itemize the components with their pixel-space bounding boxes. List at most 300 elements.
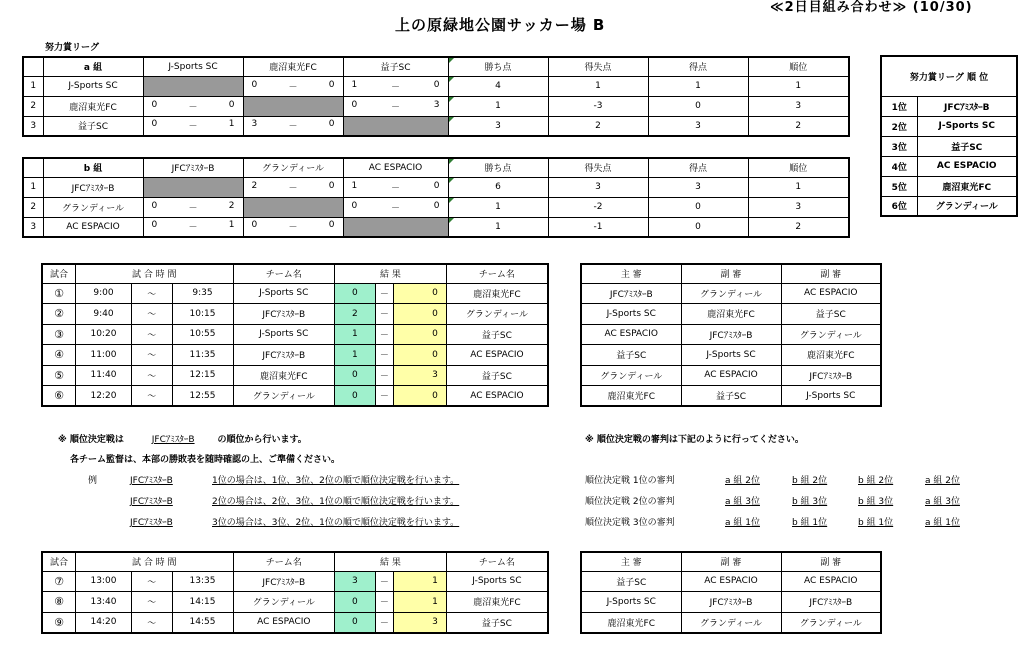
header-result: 結 果	[335, 552, 447, 571]
header-team: チーム名	[233, 264, 335, 283]
score-cell	[343, 96, 448, 116]
note-team: JFCｱﾐｽﾀｰB	[130, 518, 173, 528]
away-score: 3	[393, 612, 446, 633]
group-a-col: J-Sports SC	[143, 57, 243, 76]
rank-cell: 2	[748, 116, 849, 136]
tilde: ～	[131, 592, 172, 613]
assistant-referee: JFCｱﾐｽﾀｰB	[781, 592, 881, 613]
note-left-1	[58, 432, 307, 445]
tilde: ～	[131, 283, 172, 304]
ref-table-2	[580, 551, 882, 634]
header-team2: チーム名	[446, 264, 548, 283]
home-team: J-Sports SC	[233, 324, 335, 345]
match-number: ⑥	[42, 386, 76, 407]
ranking-row	[881, 96, 1017, 116]
start-time: 14:20	[76, 612, 132, 633]
ref-rule-value: a 組 1位	[925, 518, 960, 528]
self-match-cell	[143, 76, 243, 96]
score-away: 1	[228, 119, 235, 130]
standing-row	[23, 197, 849, 217]
tilde: ～	[131, 612, 172, 633]
header-main-ref: 主 審	[581, 552, 681, 571]
score-cell	[143, 96, 243, 116]
match-number: ⑨	[42, 612, 76, 633]
ref-rule-label: 順位決定戦 1位の審判	[585, 476, 675, 486]
score-dash: －	[375, 345, 393, 366]
group-a-label: a 組	[43, 57, 143, 76]
tilde: ～	[131, 386, 172, 407]
score-home: 0	[151, 220, 158, 231]
points-cell: 1	[448, 217, 548, 237]
group-a-col: 鹿沼東光FC	[243, 57, 343, 76]
goal-diff-cell: 3	[548, 177, 648, 197]
ref-rule-value: a 組 3位	[925, 497, 960, 507]
goals-cell: 0	[648, 217, 748, 237]
assistant-referee: JFCｱﾐｽﾀｰB	[681, 592, 781, 613]
group-b-col: JFCｱﾐｽﾀｰB	[143, 158, 243, 177]
home-score: 0	[335, 612, 376, 633]
assistant-referee: グランディール	[681, 283, 781, 304]
note-team: JFCｱﾐｽﾀｰB	[130, 497, 173, 507]
header-team2: チーム名	[446, 552, 548, 571]
score-dash: －	[375, 304, 393, 325]
match-number: ②	[42, 304, 76, 325]
header-time: 試 合 時 間	[76, 264, 233, 283]
away-team: AC ESPACIO	[446, 345, 548, 366]
home-team: AC ESPACIO	[233, 612, 335, 633]
home-team: 鹿沼東光FC	[233, 365, 335, 386]
header-no: 試合	[42, 552, 76, 571]
row-number: 1	[23, 177, 43, 197]
ranking-team: AC ESPACIO	[917, 156, 1017, 176]
home-team: グランディール	[233, 386, 335, 407]
header-sub-ref: 副 審	[681, 552, 781, 571]
end-time: 13:35	[172, 571, 233, 592]
goal-diff-cell: -2	[548, 197, 648, 217]
start-time: 9:00	[76, 283, 132, 304]
away-score: 1	[393, 571, 446, 592]
score-cell	[343, 177, 448, 197]
referee-row	[581, 571, 881, 592]
score-dash: －	[188, 122, 198, 133]
page-title: 上の原緑地公園サッカー場 B	[395, 16, 606, 34]
ranking-position: 5位	[881, 176, 917, 196]
ref-rule-value: b 組 3位	[792, 497, 828, 507]
ref-rule-label: 順位決定戦 2位の審判	[585, 497, 675, 507]
header-result: 結 果	[335, 264, 447, 283]
score-dash: －	[390, 183, 400, 194]
end-time: 12:15	[172, 365, 233, 386]
rank-cell: 2	[748, 217, 849, 237]
away-team: 益子SC	[446, 365, 548, 386]
group-b-table	[22, 157, 850, 238]
ranking-row	[881, 156, 1017, 176]
assistant-referee: AC ESPACIO	[681, 365, 781, 386]
assistant-referee: AC ESPACIO	[781, 571, 881, 592]
match-row	[42, 345, 548, 366]
rank-cell: 1	[748, 177, 849, 197]
home-team: JFCｱﾐｽﾀｰB	[233, 304, 335, 325]
ref-rule-value: b 組 3位	[858, 497, 894, 507]
note-rule: 3位の場合は、3位、2位、1位の順で順位決定戦を行います。	[212, 518, 460, 528]
ref-rule-value: a 組 1位	[725, 518, 760, 528]
score-cell	[143, 116, 243, 136]
standing-row	[23, 76, 849, 96]
ref-rule-value: b 組 1位	[858, 518, 894, 528]
score-home: 0	[351, 200, 358, 211]
start-time: 12:20	[76, 386, 132, 407]
date-label: ≪2日目組み合わせ≫ (10/30)	[770, 0, 973, 15]
stat-header: 得失点	[548, 57, 648, 76]
group-b-col: グランディール	[243, 158, 343, 177]
ranking-row	[881, 196, 1017, 216]
referee-row	[581, 365, 881, 386]
score-cell	[243, 177, 343, 197]
away-score: 0	[393, 324, 446, 345]
stat-header: 順位	[748, 158, 849, 177]
score-dash: －	[375, 324, 393, 345]
ranking-team: J-Sports SC	[917, 116, 1017, 136]
score-cell	[243, 76, 343, 96]
home-team: JFCｱﾐｽﾀｰB	[233, 571, 335, 592]
main-referee: 益子SC	[581, 571, 681, 592]
team-name: JFCｱﾐｽﾀｰB	[43, 177, 143, 197]
ref-rule-value: a 組 2位	[725, 476, 760, 486]
referee-row	[581, 324, 881, 345]
start-time: 10:20	[76, 324, 132, 345]
goal-diff-cell: 2	[548, 116, 648, 136]
ranking-table	[880, 55, 1018, 217]
league-label: 努力賞リーグ	[45, 43, 100, 53]
score-dash: －	[375, 283, 393, 304]
score-dash: －	[288, 183, 298, 194]
away-team: J-Sports SC	[446, 571, 548, 592]
assistant-referee: J-Sports SC	[681, 345, 781, 366]
self-match-cell	[243, 197, 343, 217]
score-dash: －	[288, 122, 298, 133]
ref-table-1	[580, 263, 882, 407]
ref-rule-value: b 組 2位	[858, 476, 894, 486]
tilde: ～	[131, 571, 172, 592]
match-number: ④	[42, 345, 76, 366]
score-home: 3	[251, 119, 258, 130]
score-away: 0	[328, 220, 335, 231]
rank-cell: 3	[748, 96, 849, 116]
referee-row	[581, 592, 881, 613]
ref-rule-value: b 組 2位	[792, 476, 828, 486]
home-score: 0	[335, 592, 376, 613]
note-team: JFCｱﾐｽﾀｰB	[130, 476, 173, 486]
assistant-referee: グランディール	[781, 612, 881, 633]
score-dash: －	[390, 203, 400, 214]
match-row	[42, 304, 548, 325]
match-row	[42, 612, 548, 633]
group-b-col: AC ESPACIO	[343, 158, 448, 177]
score-away: 0	[328, 180, 335, 191]
points-cell: 1	[448, 96, 548, 116]
home-score: 2	[335, 304, 376, 325]
score-dash: －	[375, 612, 393, 633]
assistant-referee: 益子SC	[681, 386, 781, 407]
standing-row	[23, 96, 849, 116]
start-time: 11:00	[76, 345, 132, 366]
assistant-referee: J-Sports SC	[781, 386, 881, 407]
tilde: ～	[131, 345, 172, 366]
home-score: 1	[335, 345, 376, 366]
points-cell: 6	[448, 177, 548, 197]
tilde: ～	[131, 304, 172, 325]
end-time: 9:35	[172, 283, 233, 304]
score-dash: －	[390, 82, 400, 93]
assistant-referee: グランディール	[681, 612, 781, 633]
rank-cell: 1	[748, 76, 849, 96]
ranking-position: 1位	[881, 96, 917, 116]
self-match-cell	[343, 217, 448, 237]
match-row	[42, 386, 548, 407]
away-team: グランディール	[446, 304, 548, 325]
start-time: 11:40	[76, 365, 132, 386]
note-right-1: ※ 順位決定戦の審判は下記のように行ってください。	[585, 435, 804, 445]
stat-header: 勝ち点	[448, 57, 548, 76]
main-referee: 鹿沼東光FC	[581, 386, 681, 407]
away-score: 0	[393, 345, 446, 366]
home-score: 0	[335, 283, 376, 304]
stat-header: 得点	[648, 158, 748, 177]
referee-row	[581, 283, 881, 304]
note-rule: 2位の場合は、2位、3位、1位の順で順位決定戦を行います。	[212, 497, 460, 507]
score-home: 0	[251, 79, 258, 90]
away-score: 0	[393, 304, 446, 325]
ranking-row	[881, 136, 1017, 156]
match-row	[42, 365, 548, 386]
away-score: 0	[393, 386, 446, 407]
self-match-cell	[243, 96, 343, 116]
ranking-position: 6位	[881, 196, 917, 216]
start-time: 9:40	[76, 304, 132, 325]
score-home: 0	[151, 99, 158, 110]
home-score: 1	[335, 324, 376, 345]
score-home: 0	[151, 119, 158, 130]
score-dash: －	[288, 223, 298, 234]
tilde: ～	[131, 365, 172, 386]
standing-row	[23, 217, 849, 237]
assistant-referee: JFCｱﾐｽﾀｰB	[681, 324, 781, 345]
end-time: 14:15	[172, 592, 233, 613]
note-team: JFCｱﾐｽﾀｰB	[151, 435, 195, 445]
referee-row	[581, 304, 881, 325]
away-team: 鹿沼東光FC	[446, 283, 548, 304]
start-time: 13:00	[76, 571, 132, 592]
score-dash: －	[188, 102, 198, 113]
team-name: J-Sports SC	[43, 76, 143, 96]
match-number: ⑤	[42, 365, 76, 386]
points-cell: 4	[448, 76, 548, 96]
away-score: 1	[393, 592, 446, 613]
end-time: 14:55	[172, 612, 233, 633]
match-row	[42, 571, 548, 592]
team-name: 鹿沼東光FC	[43, 96, 143, 116]
assistant-referee: AC ESPACIO	[781, 283, 881, 304]
main-referee: AC ESPACIO	[581, 324, 681, 345]
ranking-title: 努力賞リーグ 順 位	[881, 56, 1017, 96]
group-a-col: 益子SC	[343, 57, 448, 76]
home-team: J-Sports SC	[233, 283, 335, 304]
match-table-1	[41, 263, 549, 407]
row-number: 1	[23, 76, 43, 96]
home-team: JFCｱﾐｽﾀｰB	[233, 345, 335, 366]
match-row	[42, 592, 548, 613]
end-time: 11:35	[172, 345, 233, 366]
assistant-referee: JFCｱﾐｽﾀｰB	[781, 365, 881, 386]
score-away: 2	[228, 200, 235, 211]
assistant-referee: 鹿沼東光FC	[781, 345, 881, 366]
assistant-referee: 鹿沼東光FC	[681, 304, 781, 325]
goals-cell: 0	[648, 96, 748, 116]
stat-header: 順位	[748, 57, 849, 76]
home-score: 0	[335, 386, 376, 407]
ranking-row	[881, 176, 1017, 196]
ranking-team: 鹿沼東光FC	[917, 176, 1017, 196]
main-referee: 鹿沼東光FC	[581, 612, 681, 633]
score-dash: －	[390, 102, 400, 113]
home-score: 0	[335, 365, 376, 386]
row-number: 3	[23, 116, 43, 136]
match-table-2	[41, 551, 549, 634]
away-score: 0	[393, 283, 446, 304]
self-match-cell	[143, 177, 243, 197]
row-number: 2	[23, 197, 43, 217]
match-number: ①	[42, 283, 76, 304]
start-time: 13:40	[76, 592, 132, 613]
header-no: 試合	[42, 264, 76, 283]
assistant-referee: 益子SC	[781, 304, 881, 325]
rank-cell: 3	[748, 197, 849, 217]
away-score: 3	[393, 365, 446, 386]
score-dash: －	[375, 386, 393, 407]
main-referee: JFCｱﾐｽﾀｰB	[581, 283, 681, 304]
goal-diff-cell: -1	[548, 217, 648, 237]
home-score: 3	[335, 571, 376, 592]
assistant-referee: AC ESPACIO	[681, 571, 781, 592]
match-number: ③	[42, 324, 76, 345]
header-time: 試 合 時 間	[76, 552, 233, 571]
note-rule: 1位の場合は、1位、3位、2位の順で順位決定戦を行います。	[212, 476, 460, 486]
note-example: 例	[88, 476, 98, 486]
header-sub-ref: 副 審	[781, 264, 881, 283]
ranking-position: 3位	[881, 136, 917, 156]
ranking-team: 益子SC	[917, 136, 1017, 156]
row-number: 3	[23, 217, 43, 237]
goal-diff-cell: -3	[548, 96, 648, 116]
main-referee: J-Sports SC	[581, 592, 681, 613]
self-match-cell	[343, 116, 448, 136]
stat-header: 得失点	[548, 158, 648, 177]
standing-row	[23, 116, 849, 136]
score-dash: －	[288, 82, 298, 93]
score-home: 0	[351, 99, 358, 110]
score-cell	[243, 217, 343, 237]
match-number: ⑦	[42, 571, 76, 592]
stat-header: 勝ち点	[448, 158, 548, 177]
end-time: 12:55	[172, 386, 233, 407]
score-dash: －	[375, 571, 393, 592]
team-name: AC ESPACIO	[43, 217, 143, 237]
score-dash: －	[188, 223, 198, 234]
ranking-team: グランディール	[917, 196, 1017, 216]
ranking-position: 2位	[881, 116, 917, 136]
stat-header: 得点	[648, 57, 748, 76]
row-number: 2	[23, 96, 43, 116]
away-team: 鹿沼東光FC	[446, 592, 548, 613]
main-referee: 益子SC	[581, 345, 681, 366]
referee-row	[581, 345, 881, 366]
score-home: 2	[251, 180, 258, 191]
note-text: ※ 順位決定戦は	[58, 435, 124, 445]
match-row	[42, 283, 548, 304]
score-home: 1	[351, 79, 358, 90]
goal-diff-cell: 1	[548, 76, 648, 96]
points-cell: 1	[448, 197, 548, 217]
header-team: チーム名	[233, 552, 335, 571]
team-name: グランディール	[43, 197, 143, 217]
score-away: 1	[228, 220, 235, 231]
score-away: 3	[433, 99, 440, 110]
score-home: 0	[151, 200, 158, 211]
header-sub-ref: 副 審	[781, 552, 881, 571]
header-sub-ref: 副 審	[681, 264, 781, 283]
main-referee: グランディール	[581, 365, 681, 386]
score-home: 0	[251, 220, 258, 231]
ranking-team: JFCｱﾐｽﾀｰB	[917, 96, 1017, 116]
referee-row	[581, 386, 881, 407]
score-away: 0	[328, 79, 335, 90]
match-row	[42, 324, 548, 345]
score-away: 0	[433, 180, 440, 191]
match-number: ⑧	[42, 592, 76, 613]
tilde: ～	[131, 324, 172, 345]
ranking-position: 4位	[881, 156, 917, 176]
ref-rule-value: a 組 2位	[925, 476, 960, 486]
assistant-referee: グランディール	[781, 324, 881, 345]
score-away: 0	[433, 200, 440, 211]
score-away: 0	[433, 79, 440, 90]
header-main-ref: 主 審	[581, 264, 681, 283]
home-team: グランディール	[233, 592, 335, 613]
end-time: 10:15	[172, 304, 233, 325]
ref-rule-value: a 組 3位	[725, 497, 760, 507]
group-b-label: b 組	[43, 158, 143, 177]
score-dash: －	[375, 592, 393, 613]
goals-cell: 1	[648, 76, 748, 96]
points-cell: 3	[448, 116, 548, 136]
score-away: 0	[228, 99, 235, 110]
group-a-table	[22, 56, 850, 137]
note-left-2: 各チーム監督は、本部の勝敗表を随時確認の上、ご準備ください。	[70, 455, 341, 465]
score-cell	[143, 217, 243, 237]
team-name: 益子SC	[43, 116, 143, 136]
ref-rule-value: b 組 1位	[792, 518, 828, 528]
goals-cell: 3	[648, 116, 748, 136]
score-away: 0	[328, 119, 335, 130]
score-cell	[243, 116, 343, 136]
score-cell	[343, 197, 448, 217]
away-team: 益子SC	[446, 612, 548, 633]
score-cell	[343, 76, 448, 96]
away-team: 益子SC	[446, 324, 548, 345]
standing-row	[23, 177, 849, 197]
ranking-row	[881, 116, 1017, 136]
main-referee: J-Sports SC	[581, 304, 681, 325]
